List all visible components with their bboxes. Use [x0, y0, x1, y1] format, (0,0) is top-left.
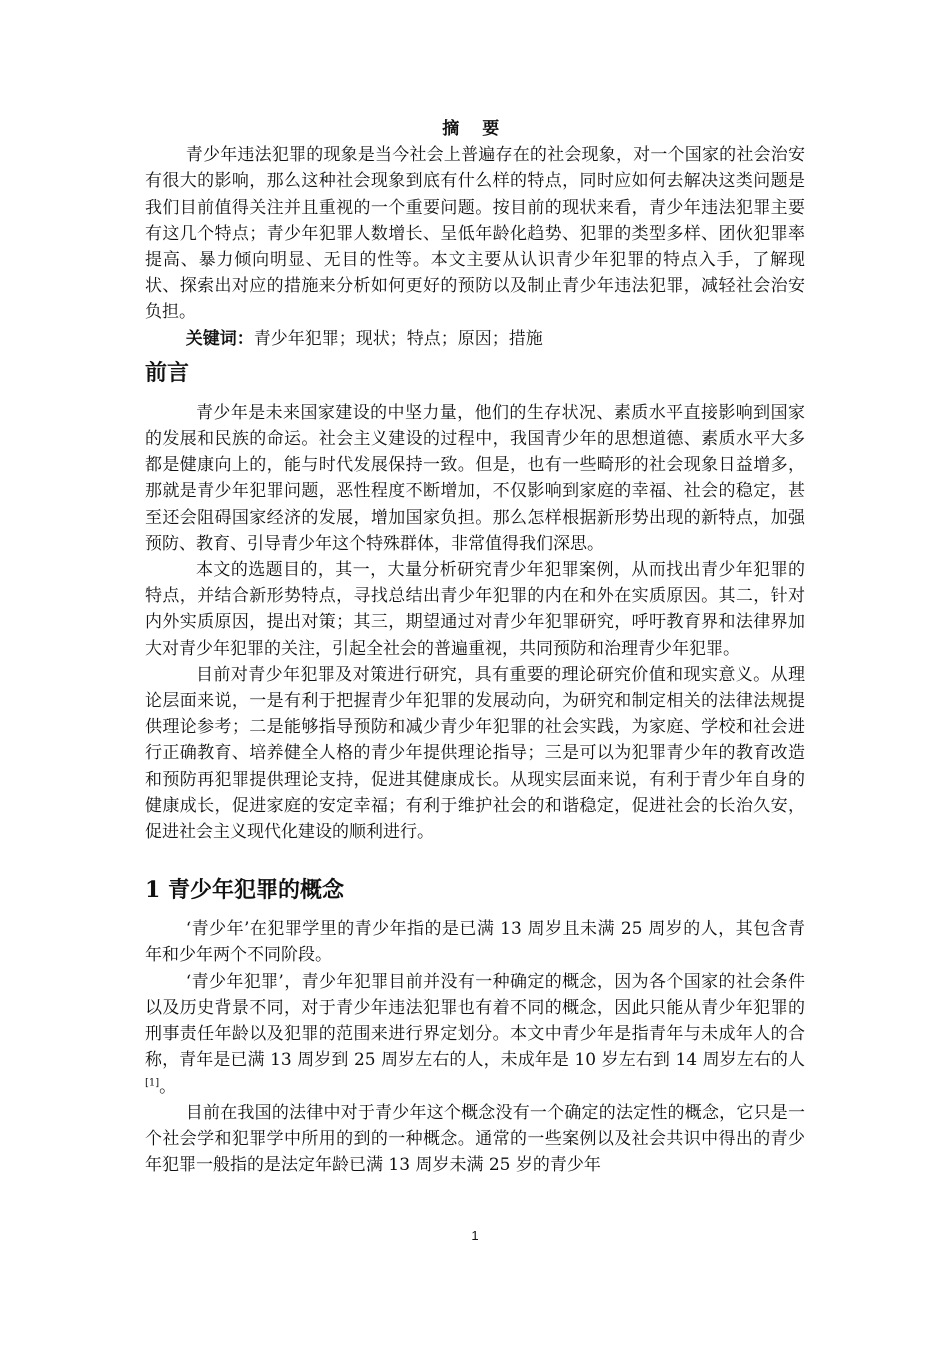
section-1-paragraph-2-end: 。 [159, 1076, 177, 1097]
section-1-paragraph-2 [145, 969, 805, 1100]
section-1-heading: 1 青少年犯罪的概念 [145, 877, 344, 904]
keywords-text: 青少年犯罪；现状；特点；原因；措施 [253, 328, 543, 349]
section-1-paragraph-3: 目前在我国的法律中对于青少年这个概念没有一个确定的法定性的概念，它只是一个社会学和犯罪学中所用的到的一种概念。通常的一些案例以及社会共识中得出的青少年犯罪一般指的是法定年龄已满 13 周岁未满 25 岁的青少年 [145, 1102, 805, 1176]
page-content [145, 116, 805, 1178]
citation-ref[interactable]: [1] [145, 1076, 160, 1088]
keywords-line [145, 326, 805, 352]
abstract-body: 青少年违法犯罪的现象是当今社会上普遍存在的社会现象，对一个国家的社会治安有很大的影响，那么这种社会现象到底有什么样的特点，同时应如何去解决这类问题是我们目前值得关注并且重视的一个重要问题。按目前的现状来看，青少年违法犯罪主要有这几个特点；青少年犯罪人数增长、呈低年龄化趋势、犯罪的类型多样、团伙犯罪率提高、暴力倾向明显、无目的性等。本文主要从认识青少年犯罪的特点入手，了解现状、探索出对应的措施来分析如何更好的预防以及制止青少年违法犯罪，减轻社会治安负担。 [145, 145, 805, 323]
preface-paragraph-2: 本文的选题目的，其一，大量分析研究青少年犯罪案例，从而找出青少年犯罪的特点，并结合新形势特点，寻找总结出青少年犯罪的内在和外在实质原因。其二，针对内外实质原因，提出对策；其三，期望通过对青少年犯罪研究，呼吁教育界和法律界加大对青少年犯罪的关注，引起全社会的普遍重视，共同预防和治理青少年犯罪。 [145, 560, 805, 659]
section-1-paragraph-1: ‘青少年’在犯罪学里的青少年指的是已满 13 周岁且未满 25 周岁的人，其包含青年和少年两个不同阶段。 [145, 919, 805, 966]
abstract-title: 摘 要 [442, 119, 508, 139]
keywords-label: 关键词： [185, 328, 254, 349]
section-1-paragraph-2-text: ‘青少年犯罪’，青少年犯罪目前并没有一种确定的概念，因为各个国家的社会条件以及历史背景不同，对于青少年违法犯罪也有着不同的概念，因此只能从青少年犯罪的刑事责任年龄以及犯罪的范围来进行界定划分。本文中青少年是指青年与未成年人的合称，青年是已满 13 周岁到 25 周岁左右的人，未成年是 10 岁左右到 14 周岁左右的人 [145, 971, 805, 1071]
preface-paragraph-3: 目前对青少年犯罪及对策进行研究，具有重要的理论研究价值和现实意义。从理论层面来说，一是有利于把握青少年犯罪的发展动向，为研究和制定相关的法律法规提供理论参考；二是能够指导预防和减少青少年犯罪的社会实践，为家庭、学校和社会进行正确教育、培养健全人格的青少年提供理论指导；三是可以为犯罪青少年的教育改造和预防再犯罪提供理论支持，促进其健康成长。从现实层面来说，有利于青少年自身的健康成长，促进家庭的安定幸福；有利于维护社会的和谐稳定，促进社会的长治久安，促进社会主义现代化建设的顺利进行。 [145, 664, 805, 843]
preface-heading: 前言 [145, 360, 190, 386]
page-number: 1 [471, 1228, 479, 1243]
preface-paragraph-1: 青少年是未来国家建设的中坚力量，他们的生存状况、素质水平直接影响到国家的发展和民族的命运。社会主义建设的过程中，我国青少年的思想道德、素质水平大多都是健康向上的，能与时代发展保持一致。但是，也有一些畸形的社会现象日益增多，那就是青少年犯罪问题，恶性程度不断增加，不仅影响到家庭的幸福、社会的稳定，甚至还会阻碍国家经济的发展，增加国家负担。那么怎样根据新形势出现的新特点，加强预防、教育、引导青少年这个特殊群体，非常值得我们深思。 [145, 402, 805, 554]
